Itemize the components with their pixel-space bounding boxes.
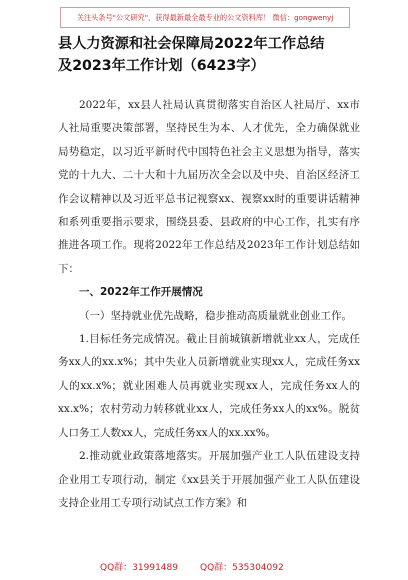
paragraph-target-tasks: 1.目标任务完成情况。截止目前城镇新增就业xx人，完成任务xx人的xx.x%；其中失业人员新增就业实现xx人，完成任务xx人的xx.x%；就业困难人员再就业实现xx人，完成任务xx人的xx.x%；农村劳动力转移就业xx人，完成任务xx人的xx%。脱贫人口务工人数xx人，完成任务xx人的xx.xx%。	[58, 333, 360, 439]
footer-qq-group-2: QQ群：535304092	[200, 563, 284, 573]
footer-qq-group-1: QQ群：31991489	[100, 563, 178, 573]
subsection-heading-1: （一）坚持就业优先战略，稳步推动高质量就业创业工作。	[79, 309, 352, 322]
document-body	[58, 94, 360, 515]
title-line-1: 县人力资源和社会保障局2022年工作总结	[58, 36, 325, 52]
title-line-2: 及2023年工作计划（6423字）	[58, 58, 265, 74]
paragraph-policy: 2.推动就业政策落地落实。开展加强产业工人队伍建设支持企业用工专项行动，制定《xx县关于开展加强产业工人队伍建设支持企业用工专项行动试点工作方案》和	[58, 450, 360, 509]
header-banner: 关注头条号"公文研究"，获得最新最全最专业的公文资料库！ 微信：gongwenyj	[60, 7, 350, 28]
document-title	[58, 33, 358, 77]
section-heading-1: 一、2022年工作开展情况	[79, 286, 203, 299]
intro-paragraph: 2022年，xx县人社局认真贯彻落实自治区人社局厅、xx市人社局重要决策部署，坚持民生为本、人才优先，全力确保就业局势稳定，以习近平新时代中国特色社会主义思想为指导，落实党的十九大、二十大和十九届历次全会以及中央、自治区经济工作会议精神以及习近平总书记视察xx、视察xx时的重要讲话精神和系列重要指示要求，围绕县委、县政府的中心工作，扎实有序推进各项工作。现将2022年工作总结及2023年工作计划总结如下：	[58, 99, 360, 275]
